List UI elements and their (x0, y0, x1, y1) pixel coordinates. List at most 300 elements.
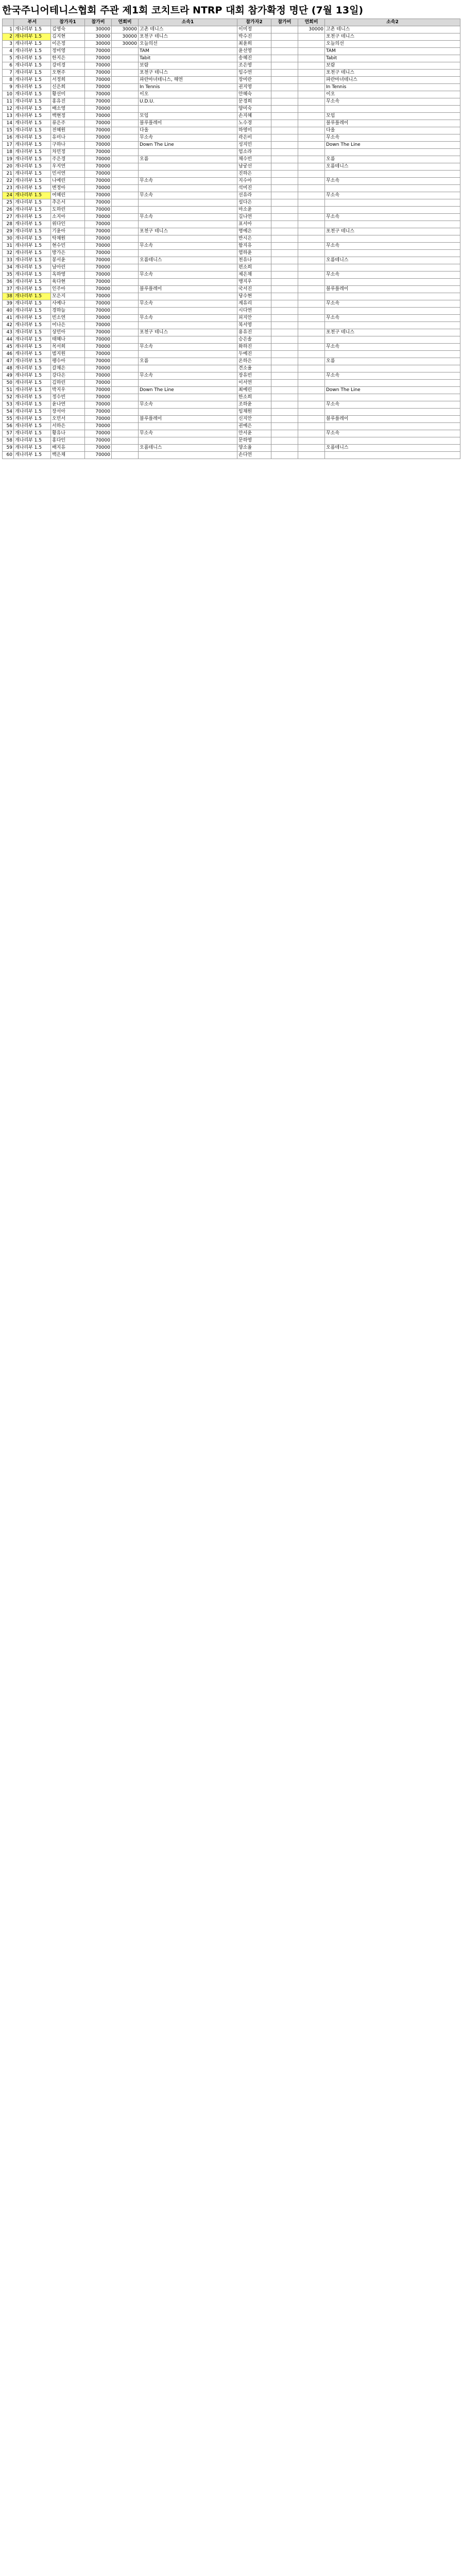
cell-group: 개나리부 1.5 (14, 394, 51, 401)
cell-group: 개나리부 1.5 (14, 55, 51, 62)
cell-fee2 (271, 235, 298, 243)
cell-fee1: 70000 (85, 228, 112, 235)
cell-fee1: 70000 (85, 416, 112, 423)
cell-no: 35 (3, 272, 14, 279)
table-row (3, 134, 460, 142)
cell-fee1: 70000 (85, 221, 112, 228)
cell-no: 53 (3, 401, 14, 409)
cell-no: 11 (3, 98, 14, 106)
cell-fee1: 70000 (85, 192, 112, 199)
cell-club1 (139, 423, 237, 430)
cell-fee1: 70000 (85, 423, 112, 430)
cell-p1: 변정아 (51, 185, 85, 192)
header-row (3, 19, 460, 26)
cell-dues1 (112, 300, 139, 308)
cell-p2: 성지민 (237, 142, 271, 149)
cell-club1 (139, 185, 237, 192)
cell-club2 (325, 394, 460, 401)
cell-dues2 (298, 329, 325, 336)
cell-club1: In Tennis (139, 84, 237, 91)
cell-dues1: 30000 (112, 41, 139, 48)
cell-group: 개나리부 1.5 (14, 416, 51, 423)
cell-p1: 유미나 (51, 134, 85, 142)
cell-club2 (325, 199, 460, 207)
cell-dues1 (112, 149, 139, 156)
cell-p2: 용유진 (237, 329, 271, 336)
table-row (3, 329, 460, 336)
cell-club2: 블루플레이 (325, 120, 460, 127)
cell-dues2 (298, 142, 325, 149)
cell-fee2 (271, 134, 298, 142)
cell-fee1: 70000 (85, 149, 112, 156)
cell-no: 36 (3, 279, 14, 286)
cell-fee2 (271, 156, 298, 163)
cell-group: 개나리부 1.5 (14, 106, 51, 113)
cell-fee2 (271, 264, 298, 272)
cell-fee1: 70000 (85, 250, 112, 257)
cell-dues2 (298, 437, 325, 445)
cell-club2 (325, 207, 460, 214)
cell-dues1: 30000 (112, 33, 139, 41)
cell-p2: 지수아 (237, 178, 271, 185)
cell-dues1 (112, 77, 139, 84)
header-cell: 참가비 (85, 19, 112, 26)
cell-p2: 최윤희 (237, 41, 271, 48)
cell-club1 (139, 171, 237, 178)
cell-club2: 무소속 (325, 372, 460, 380)
table-row (3, 149, 460, 156)
cell-p1: 도하린 (51, 207, 85, 214)
cell-dues1 (112, 142, 139, 149)
cell-dues2 (298, 336, 325, 344)
cell-dues1 (112, 120, 139, 127)
cell-p2: 하영미 (237, 127, 271, 134)
cell-no: 47 (3, 358, 14, 365)
cell-p2: 신지안 (237, 416, 271, 423)
cell-club2 (325, 351, 460, 358)
cell-p1: 김하린 (51, 380, 85, 387)
cell-club2: 오름테니스 (325, 257, 460, 264)
cell-p1: 옥하영 (51, 272, 85, 279)
table-row (3, 445, 460, 452)
header-cell: 참가자1 (51, 19, 85, 26)
cell-p1: 봉서윤 (51, 257, 85, 264)
cell-fee2 (271, 437, 298, 445)
cell-club2: In Tennis (325, 84, 460, 91)
cell-dues1: 30000 (112, 26, 139, 33)
cell-no: 9 (3, 84, 14, 91)
cell-no: 26 (3, 207, 14, 214)
cell-club1: 무소속 (139, 300, 237, 308)
cell-group: 개나리부 1.5 (14, 329, 51, 336)
table-row (3, 300, 460, 308)
table-row (3, 308, 460, 315)
cell-fee2 (271, 365, 298, 372)
cell-fee2 (271, 48, 298, 55)
cell-no: 41 (3, 315, 14, 322)
cell-dues2 (298, 185, 325, 192)
cell-dues2: 30000 (298, 26, 325, 33)
cell-p1: 박지우 (51, 387, 85, 394)
cell-p2: 최예린 (237, 387, 271, 394)
cell-fee2 (271, 120, 298, 127)
table-row (3, 430, 460, 437)
cell-fee1: 30000 (85, 41, 112, 48)
cell-dues1 (112, 55, 139, 62)
header-cell: 연회비 (298, 19, 325, 26)
cell-group: 개나리부 1.5 (14, 134, 51, 142)
cell-club2 (325, 221, 460, 228)
cell-group: 개나리부 1.5 (14, 48, 51, 55)
cell-p1: 이은정 (51, 41, 85, 48)
cell-fee1: 70000 (85, 235, 112, 243)
table-row (3, 250, 460, 257)
cell-p2: 이서연 (237, 380, 271, 387)
cell-dues1 (112, 452, 139, 459)
cell-club1: 무소속 (139, 243, 237, 250)
cell-fee2 (271, 445, 298, 452)
cell-dues1 (112, 293, 139, 300)
table-row (3, 387, 460, 394)
cell-club2: 무소속 (325, 401, 460, 409)
cell-p1: 백은채 (51, 452, 85, 459)
cell-dues2 (298, 243, 325, 250)
cell-fee2 (271, 329, 298, 336)
cell-group: 개나리부 1.5 (14, 264, 51, 272)
header-cell: 부서 (14, 19, 51, 26)
cell-fee2 (271, 178, 298, 185)
cell-dues2 (298, 257, 325, 264)
cell-p2: 두예진 (237, 351, 271, 358)
cell-dues2 (298, 409, 325, 416)
cell-dues2 (298, 106, 325, 113)
cell-no: 16 (3, 134, 14, 142)
cell-no: 48 (3, 365, 14, 372)
table-row (3, 286, 460, 293)
cell-no: 7 (3, 70, 14, 77)
table-row (3, 344, 460, 351)
cell-fee2 (271, 207, 298, 214)
cell-fee2 (271, 163, 298, 171)
table-body (3, 26, 460, 459)
cell-no: 2 (3, 33, 14, 41)
cell-group: 개나리부 1.5 (14, 91, 51, 98)
cell-dues2 (298, 199, 325, 207)
cell-p1: 여혜린 (51, 192, 85, 199)
cell-group: 개나리부 1.5 (14, 120, 51, 127)
cell-p1: 갈채은 (51, 365, 85, 372)
cell-no: 32 (3, 250, 14, 257)
cell-dues2 (298, 127, 325, 134)
cell-no: 13 (3, 113, 14, 120)
table-row (3, 171, 460, 178)
table-row (3, 127, 460, 134)
cell-club2: 포천구 테니스 (325, 228, 460, 235)
cell-dues1 (112, 437, 139, 445)
cell-club2 (325, 365, 460, 372)
cell-fee1: 70000 (85, 430, 112, 437)
cell-p1: 서하은 (51, 423, 85, 430)
cell-dues2 (298, 264, 325, 272)
cell-club2: 무소속 (325, 192, 460, 199)
cell-fee1: 70000 (85, 55, 112, 62)
cell-fee2 (271, 279, 298, 286)
table-row (3, 351, 460, 358)
cell-dues1 (112, 243, 139, 250)
cell-p2: 임수연 (237, 70, 271, 77)
cell-club1 (139, 149, 237, 156)
cell-dues1 (112, 106, 139, 113)
cell-dues1 (112, 264, 139, 272)
cell-p2: 견소율 (237, 365, 271, 372)
cell-dues1 (112, 171, 139, 178)
cell-no: 27 (3, 214, 14, 221)
cell-p2: 반시은 (237, 235, 271, 243)
cell-fee2 (271, 228, 298, 235)
cell-group: 개나리부 1.5 (14, 163, 51, 171)
cell-fee1: 70000 (85, 344, 112, 351)
cell-dues2 (298, 365, 325, 372)
cell-p1: 김영숙 (51, 26, 85, 33)
cell-club2: Down The Line (325, 387, 460, 394)
table-row (3, 199, 460, 207)
cell-p2: 장미란 (237, 77, 271, 84)
cell-p2: 송혜진 (237, 55, 271, 62)
cell-p1: 윤나연 (51, 401, 85, 409)
table-row (3, 207, 460, 214)
cell-dues1 (112, 185, 139, 192)
cell-club1: 무소속 (139, 430, 237, 437)
cell-club1: Down The Line (139, 142, 237, 149)
table-row (3, 416, 460, 423)
table-row (3, 264, 460, 272)
table-row (3, 372, 460, 380)
cell-dues1 (112, 423, 139, 430)
cell-p2: 문하영 (237, 437, 271, 445)
cell-group: 개나리부 1.5 (14, 344, 51, 351)
cell-fee2 (271, 62, 298, 70)
cell-dues2 (298, 207, 325, 214)
cell-group: 개나리부 1.5 (14, 293, 51, 300)
cell-dues1 (112, 163, 139, 171)
cell-club1: 오름테니스 (139, 257, 237, 264)
cell-dues1 (112, 272, 139, 279)
cell-dues2 (298, 300, 325, 308)
cell-dues2 (298, 221, 325, 228)
cell-no: 56 (3, 423, 14, 430)
cell-fee1: 70000 (85, 70, 112, 77)
cell-group: 개나리부 1.5 (14, 113, 51, 120)
cell-club1: 무소속 (139, 134, 237, 142)
cell-fee2 (271, 286, 298, 293)
cell-dues2 (298, 401, 325, 409)
cell-fee1: 70000 (85, 77, 112, 84)
cell-p2: 석미진 (237, 185, 271, 192)
cell-dues1 (112, 329, 139, 336)
cell-fee2 (271, 70, 298, 77)
cell-dues2 (298, 286, 325, 293)
cell-no: 6 (3, 62, 14, 70)
cell-no: 10 (3, 91, 14, 98)
cell-group: 개나리부 1.5 (14, 214, 51, 221)
cell-dues2 (298, 423, 325, 430)
table-row (3, 394, 460, 401)
cell-dues2 (298, 214, 325, 221)
cell-no: 57 (3, 430, 14, 437)
cell-club2: 모임 (325, 113, 460, 120)
cell-club2 (325, 185, 460, 192)
cell-dues1 (112, 98, 139, 106)
cell-dues2 (298, 315, 325, 322)
cell-fee1: 70000 (85, 358, 112, 365)
cell-dues2 (298, 163, 325, 171)
cell-group: 개나리부 1.5 (14, 235, 51, 243)
cell-p2: 맹지우 (237, 279, 271, 286)
cell-no: 34 (3, 264, 14, 272)
cell-p2: 윤선영 (237, 48, 271, 55)
cell-p1: 신은희 (51, 84, 85, 91)
table-row (3, 192, 460, 199)
cell-dues2 (298, 77, 325, 84)
cell-no: 28 (3, 221, 14, 228)
cell-no: 5 (3, 55, 14, 62)
cell-fee1: 70000 (85, 120, 112, 127)
cell-club2: 무소속 (325, 98, 460, 106)
cell-fee2 (271, 33, 298, 41)
cell-club2 (325, 409, 460, 416)
cell-club1 (139, 351, 237, 358)
table-row (3, 142, 460, 149)
cell-p2: 조하윤 (237, 401, 271, 409)
table-row (3, 185, 460, 192)
cell-fee1: 70000 (85, 264, 112, 272)
cell-p1: 배지유 (51, 445, 85, 452)
cell-no: 19 (3, 156, 14, 163)
cell-club1 (139, 409, 237, 416)
cell-p1: 모은지 (51, 293, 85, 300)
header-cell: 소속2 (325, 19, 460, 26)
table-row (3, 380, 460, 387)
cell-club1: 이오 (139, 91, 237, 98)
cell-group: 개나리부 1.5 (14, 171, 51, 178)
cell-group: 개나리부 1.5 (14, 286, 51, 293)
cell-group: 개나리부 1.5 (14, 185, 51, 192)
table-row (3, 365, 460, 372)
cell-club2: 파란마녀테니스 (325, 77, 460, 84)
cell-dues1 (112, 178, 139, 185)
cell-dues1 (112, 113, 139, 120)
cell-fee1: 70000 (85, 207, 112, 214)
cell-dues1 (112, 445, 139, 452)
cell-no: 60 (3, 452, 14, 459)
cell-fee2 (271, 452, 298, 459)
cell-dues1 (112, 156, 139, 163)
cell-dues1 (112, 430, 139, 437)
cell-club1: 무소속 (139, 178, 237, 185)
cell-p2: 표서아 (237, 221, 271, 228)
cell-group: 개나리부 1.5 (14, 380, 51, 387)
cell-fee1: 70000 (85, 272, 112, 279)
cell-dues1 (112, 192, 139, 199)
cell-fee1: 70000 (85, 98, 112, 106)
cell-dues2 (298, 48, 325, 55)
cell-no: 50 (3, 380, 14, 387)
cell-club1: 무소속 (139, 315, 237, 322)
cell-p2: 손다연 (237, 452, 271, 459)
cell-club1: 무소속 (139, 401, 237, 409)
cell-fee1: 70000 (85, 257, 112, 264)
cell-p1: 류은주 (51, 120, 85, 127)
cell-dues1 (112, 235, 139, 243)
cell-p2: 염하윤 (237, 250, 271, 257)
cell-no: 46 (3, 351, 14, 358)
cell-group: 개나리부 1.5 (14, 62, 51, 70)
cell-dues1 (112, 351, 139, 358)
cell-p2: 양미숙 (237, 106, 271, 113)
cell-club2: 무소속 (325, 243, 460, 250)
cell-club2 (325, 279, 460, 286)
cell-club1 (139, 235, 237, 243)
cell-dues2 (298, 55, 325, 62)
cell-club2 (325, 437, 460, 445)
cell-fee1: 70000 (85, 48, 112, 55)
table-row (3, 423, 460, 430)
cell-p2: 곽은비 (237, 134, 271, 142)
cell-fee2 (271, 380, 298, 387)
table-row (3, 156, 460, 163)
table-row (3, 77, 460, 84)
cell-fee1: 70000 (85, 315, 112, 322)
cell-dues1 (112, 380, 139, 387)
cell-dues1 (112, 336, 139, 344)
cell-fee2 (271, 394, 298, 401)
cell-club1: 무소속 (139, 214, 237, 221)
cell-group: 개나리부 1.5 (14, 228, 51, 235)
cell-club1: 포천구 테니스 (139, 329, 237, 336)
table-row (3, 98, 460, 106)
cell-club1 (139, 221, 237, 228)
cell-fee1: 70000 (85, 300, 112, 308)
cell-no: 14 (3, 120, 14, 127)
cell-club2 (325, 336, 460, 344)
table-row (3, 120, 460, 127)
cell-group: 개나리부 1.5 (14, 221, 51, 228)
cell-fee2 (271, 185, 298, 192)
cell-p2: 노수경 (237, 120, 271, 127)
cell-club1: 포천구 테니스 (139, 70, 237, 77)
cell-p2: 시다연 (237, 308, 271, 315)
cell-p1: 기윤아 (51, 228, 85, 235)
cell-p1: 어나은 (51, 322, 85, 329)
cell-no: 1 (3, 26, 14, 33)
cell-club1: 무소속 (139, 344, 237, 351)
cell-p1: 인주아 (51, 286, 85, 293)
cell-dues2 (298, 445, 325, 452)
cell-dues2 (298, 235, 325, 243)
cell-dues1 (112, 286, 139, 293)
cell-fee2 (271, 113, 298, 120)
cell-group: 개나리부 1.5 (14, 257, 51, 264)
cell-group: 개나리부 1.5 (14, 351, 51, 358)
cell-group: 개나리부 1.5 (14, 272, 51, 279)
cell-dues2 (298, 416, 325, 423)
cell-no: 40 (3, 308, 14, 315)
table-row (3, 243, 460, 250)
cell-club2 (325, 264, 460, 272)
cell-dues1 (112, 322, 139, 329)
cell-dues2 (298, 62, 325, 70)
cell-no: 29 (3, 228, 14, 235)
